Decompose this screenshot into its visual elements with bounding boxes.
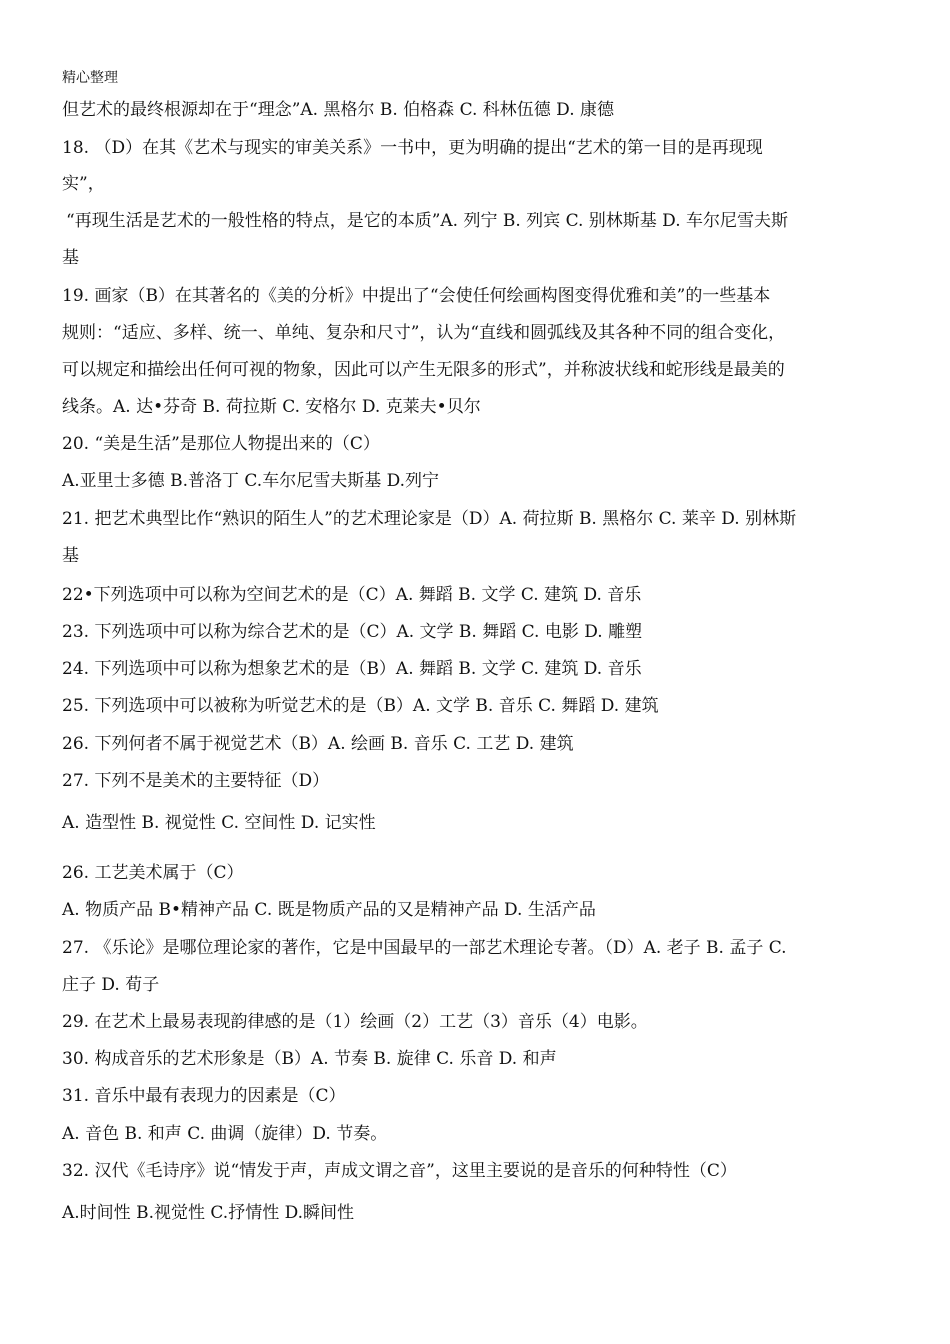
text-line: 24. 下列选项中可以称为想象艺术的是（B）A. 舞蹈 B. 文学 C. 建筑 D. 音乐 bbox=[62, 659, 642, 679]
text-line: A.亚里士多德 B.普洛丁 C.车尔尼雪夫斯基 D.列宁 bbox=[62, 471, 440, 491]
text-line: 规则：“适应、多样、统一、单纯、复杂和尺寸”，认为“直线和圆弧线及其各种不同的组合变化， bbox=[62, 323, 786, 343]
text-line: 基 bbox=[62, 248, 79, 268]
text-line: A.时间性 B.视觉性 C.抒情性 D.瞬间性 bbox=[62, 1203, 355, 1223]
text-line: 20. “美是生活”是那位人物提出来的（C） bbox=[62, 434, 380, 454]
text-line: 32. 汉代《毛诗序》说“情发于声，声成文谓之音”，这里主要说的是音乐的何种特性（C） bbox=[62, 1161, 737, 1181]
text-line: 25. 下列选项中可以被称为听觉艺术的是（B）A. 文学 B. 音乐 C. 舞蹈 D. 建筑 bbox=[62, 696, 659, 716]
text-line: 23. 下列选项中可以称为综合艺术的是（C）A. 文学 B. 舞蹈 C. 电影 D. 雕塑 bbox=[62, 622, 643, 642]
text-line: 31. 音乐中最有表现力的因素是（C） bbox=[62, 1086, 346, 1106]
text-line: 可以规定和描绘出任何可视的物象，因此可以产生无限多的形式”，并称波状线和蛇形线是最美的 bbox=[62, 360, 785, 380]
text-line: 21. 把艺术典型比作“熟识的陌生人”的艺术理论家是（D）A. 荷拉斯 B. 黑格尔 C. 莱辛 D. 别林斯 bbox=[62, 509, 797, 529]
page-header: 精心整理 bbox=[62, 70, 118, 86]
text-line: 26. 下列何者不属于视觉艺术（B）A. 绘画 B. 音乐 C. 工艺 D. 建筑 bbox=[62, 734, 574, 754]
text-line: 26. 工艺美术属于（C） bbox=[62, 863, 244, 883]
text-line: 19. 画家（B）在其著名的《美的分析》中提出了“会使任何绘画构图变得优雅和美”的一些基本 bbox=[62, 286, 771, 306]
text-line: 22•下列选项中可以称为空间艺术的是（C）A. 舞蹈 B. 文学 C. 建筑 D. 音乐 bbox=[62, 585, 642, 605]
text-line: 线条。A. 达•芬奇 B. 荷拉斯 C. 安格尔 D. 克莱夫•贝尔 bbox=[62, 397, 481, 417]
text-line: 27. 下列不是美术的主要特征（D） bbox=[62, 771, 330, 791]
text-line: A. 音色 B. 和声 C. 曲调（旋律）D. 节奏。 bbox=[62, 1124, 388, 1144]
text-line: 基 bbox=[62, 546, 79, 566]
text-line: 30. 构成音乐的艺术形象是（B）A. 节奏 B. 旋律 C. 乐音 D. 和声 bbox=[62, 1049, 557, 1069]
text-line: A. 物质产品 B•精神产品 C. 既是物质产品的又是精神产品 D. 生活产品 bbox=[62, 900, 596, 920]
text-line: 29. 在艺术上最易表现韵律感的是（1）绘画（2）工艺（3）音乐（4）电影。 bbox=[62, 1012, 648, 1032]
text-line: 实”， bbox=[62, 174, 105, 194]
text-line: A. 造型性 B. 视觉性 C. 空间性 D. 记实性 bbox=[62, 813, 376, 833]
text-line: 庄子 D. 荀子 bbox=[62, 975, 160, 995]
text-line: 18. （D）在其《艺术与现实的审美关系》一书中，更为明确的提出“艺术的第一目的是再现现 bbox=[62, 138, 763, 158]
text-line: “再现生活是艺术的一般性格的特点，是它的本质”A. 列宁 B. 列宾 C. 别林斯基 D. 车尔尼雪夫斯 bbox=[66, 211, 789, 231]
text-line: 但艺术的最终根源却在于“理念”A. 黑格尔 B. 伯格森 C. 科林伍德 D. 康德 bbox=[62, 100, 615, 120]
text-line: 27. 《乐论》是哪位理论家的著作，它是中国最早的一部艺术理论专著。（D）A. 老子 B. 孟子 C. bbox=[62, 938, 787, 958]
